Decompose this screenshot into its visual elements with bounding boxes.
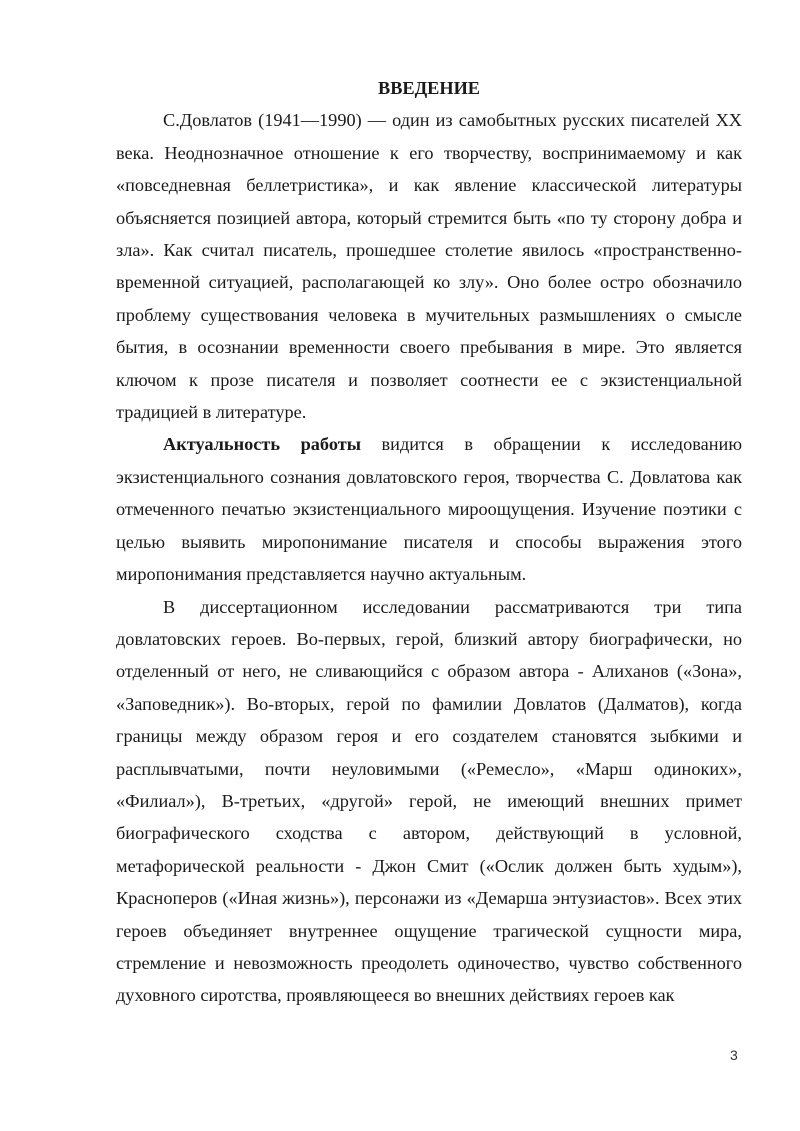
page-number: 3 xyxy=(730,1047,738,1063)
paragraph-intro-text: С.Довлатов (1941—1990) — один из самобытных русских писателей XX века. Неоднозначное отношение к его творчеству, воспринимаемому и как «повседневная беллетристика», и как явление классической литературы объясняется позицией автора, который стремится быть «по ту сторону добра и зла». Как считал писатель, прошедшее столетие явилось «пространственно-временной ситуацией, располагающей ко злу». Оно более остро обозначило проблему существования человека в мучительных размышлениях о смысле бытия, в осознании временности своего пребывания в мире. Это является ключом к прозе писателя и позволяет соотнести ее с экзистенциальной традицией в литературе. xyxy=(116,110,742,423)
paragraph-relevance-text: видится в обращении к исследованию экзистенциального сознания довлатовского героя, творчества С. Довлатова как отмеченного печатью экзистенциального мироощущения. Изучение поэтики с целью выявить миропонимание писателя и способы выражения этого миропонимания представляется научно актуальным. xyxy=(116,434,742,585)
paragraph-hero-types-text: В диссертационном исследовании рассматриваются три типа довлатовских героев. Во-первых, герой, близкий автору биографически, но отделенный от него, не сливающийся с образом автора - Алиханов («Зона», «Заповедник»). Во-вторых, герой по фамилии Довлатов (Далматов), когда границы между образом героя и его создателем становятся зыбкими и расплывчатыми, почти неуловимыми («Ремесло», «Марш одиноких», «Филиал»), В-третьих, «другой» герой, не имеющий внешних примет биографического сходства с автором, действующий в условной, метафорической реальности - Джон Смит («Ослик должен быть худым»), Красноперов («Иная жизнь»), персонажи из «Демарша энтузиастов». Всех этих героев объединяет внутреннее ощущение трагической сущности мира, стремление и невозможность преодолеть одиночество, чувство собственного духовного сиротства, проявляющееся во внешних действиях героев как xyxy=(116,596,742,1006)
paragraph-hero-types xyxy=(116,591,742,1012)
page-heading: ВВЕДЕНИЕ xyxy=(378,78,480,98)
paragraph-relevance xyxy=(116,428,742,590)
relevance-lead: Актуальность работы xyxy=(163,434,361,455)
page-body xyxy=(116,72,742,1012)
paragraph-intro xyxy=(116,104,742,428)
